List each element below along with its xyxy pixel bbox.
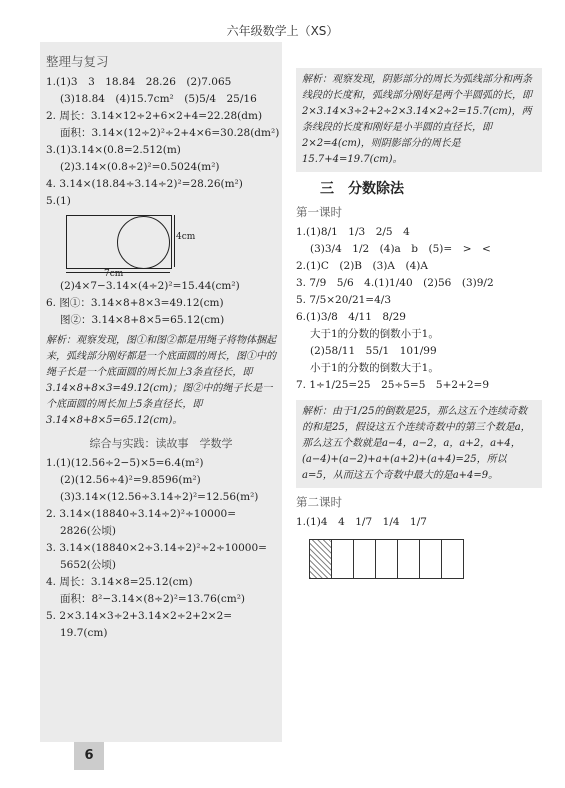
- grid-cell: [375, 539, 398, 579]
- lesson-title: 第一课时: [296, 205, 342, 219]
- answer-line: (2)3.14×(0.8÷2)²=0.5024(m²): [60, 161, 220, 173]
- answer-line: 6. 图①：3.14×8+8×3=49.12(cm): [46, 297, 224, 309]
- answer-line: (3)18.84 (4)15.7cm² (5)5/4 25/16: [60, 93, 257, 105]
- grid-cell: [419, 539, 442, 579]
- chapter-title: 三 分数除法: [320, 181, 404, 197]
- answer-line: 4. 周长：3.14×8=25.12(cm): [46, 576, 193, 588]
- grid-cell-shaded: [309, 539, 332, 579]
- answer-line: 2. 周长：3.14×12÷2+6×2+4=22.28(dm): [46, 110, 263, 122]
- answer-line: 4. 3.14×(18.84÷3.14÷2)²=28.26(m²): [46, 178, 243, 190]
- grid-cell: [441, 539, 464, 579]
- answer-line: 2.(1)C (2)B (3)A (4)A: [296, 260, 428, 272]
- answer-line: 小于1的分数的倒数大于1。: [310, 362, 439, 374]
- answer-line: (2)(12.56÷4)²=9.8596(m²): [60, 474, 201, 486]
- answer-line: 大于1的分数的倒数小于1。: [310, 328, 439, 340]
- rect-circle-diagram: [66, 212, 276, 279]
- lesson-title: 第二课时: [296, 495, 342, 509]
- right-column: [290, 42, 546, 742]
- grid-cell: [331, 539, 354, 579]
- grid-cell: [397, 539, 420, 579]
- page-header: 六年级数学上（XS）: [226, 24, 339, 38]
- width-label: 7cm: [104, 269, 124, 279]
- answer-line: 19.7(cm): [60, 627, 108, 639]
- height-dimension-line: [174, 215, 175, 267]
- answer-line: 3.(1)3.14×(0.8=2.512(m): [46, 144, 181, 156]
- answer-line: 5.(1): [46, 195, 71, 207]
- answer-line: 5. 2×3.14×3÷2+3.14×2÷2+2×2=: [46, 610, 233, 622]
- grid-cell: [353, 539, 376, 579]
- answer-line: 1.(1)8/1 1/3 2/5 4: [296, 226, 410, 238]
- answer-line: 面积：8²−3.14×(8÷2)²=13.76(cm²): [60, 593, 246, 605]
- answer-line: 5. 7/5×20/21=4/3: [296, 294, 392, 306]
- answer-line: 3. 7/9 5/6 4.(1)1/40 (2)56 (3)9/2: [296, 277, 494, 289]
- page-body: [40, 42, 545, 742]
- answer-line: 5652(公顷): [60, 559, 116, 571]
- answer-line: 1.(1)3 3 18.84 28.26 (2)7.065: [46, 76, 232, 88]
- answer-line: 3. 3.14×(18840×2÷3.14÷2)²÷2÷10000=: [46, 542, 267, 554]
- practice-title: 综合与实践：读故事 学数学: [89, 437, 233, 450]
- answer-line: 1.(1)4 4 1/7 1/4 1/7: [296, 516, 427, 528]
- left-column: [40, 42, 282, 742]
- answer-line: 2. 3.14×(18840÷3.14÷2)²÷10000=: [46, 508, 236, 520]
- analysis-note: 解析：观察发现，图①和图②都是用绳子将物体捆起来，弧线部分刚好都是一个底面圆的周长，图①中的绳子长是一个底面圆的周长加上3条直径长，即3.14×8+8×3=49.12(cm)；图②中的绳子长是一个底面圆的周长加上5条直径长，即3.14×8+8×5=65.12(cm)。: [46, 335, 276, 426]
- answer-line: 1.(1)(12.56÷2−5)×5=6.4(m²): [46, 457, 204, 469]
- answer-line: 面积：3.14×(12÷2)²÷2+4×6=30.28(dm²): [60, 127, 280, 139]
- answer-line: 2826(公顷): [60, 525, 116, 537]
- answer-line: (2)58/11 55/1 101/99: [310, 345, 437, 357]
- section-title: 整理与复习: [46, 54, 109, 69]
- page-number: 6: [74, 742, 104, 770]
- answer-line: (3)3.14×(12.56÷3.14÷2)²=12.56(m²): [60, 491, 259, 503]
- height-label: 4cm: [176, 232, 196, 242]
- answer-line: 6.(1)3/8 4/11 8/29: [296, 311, 406, 323]
- answer-line: (2)4×7−3.14×(4÷2)²=15.44(cm²): [60, 280, 240, 292]
- answer-line: (3)3/4 1/2 (4)a b (5)= > <: [310, 243, 491, 255]
- answer-line: 图②：3.14×8+8×5=65.12(cm): [60, 314, 225, 326]
- circle-shape: [117, 216, 170, 269]
- analysis-note: 解析：由于1/25的倒数是25，那么这五个连续奇数的和是25，假设这五个连续奇数中的第三个数是a，那么这五个数就是a−4，a−2，a，a+2，a+4，(a−4)+(a−2)+a+(a+2)+(a+4)=25，所以a=5，从而这五个奇数中最大的是a+4=9。: [296, 400, 542, 488]
- analysis-note: 解析：观察发现，阴影部分的周长为弧线部分和两条线段的长度和，弧线部分刚好是两个半圆弧的长，即2×3.14×3÷2+2÷2×3.14×2÷2=15.7(cm)，两条线段的长度和刚好是小半圆的直径长，即2×2=4(cm)，则阴影部分的周长是15.7+4=19.7(cm)。: [296, 68, 542, 172]
- fraction-grid: [310, 539, 542, 579]
- answer-line: 7. 1÷1/25=25 25÷5=5 5+2+2=9: [296, 379, 490, 391]
